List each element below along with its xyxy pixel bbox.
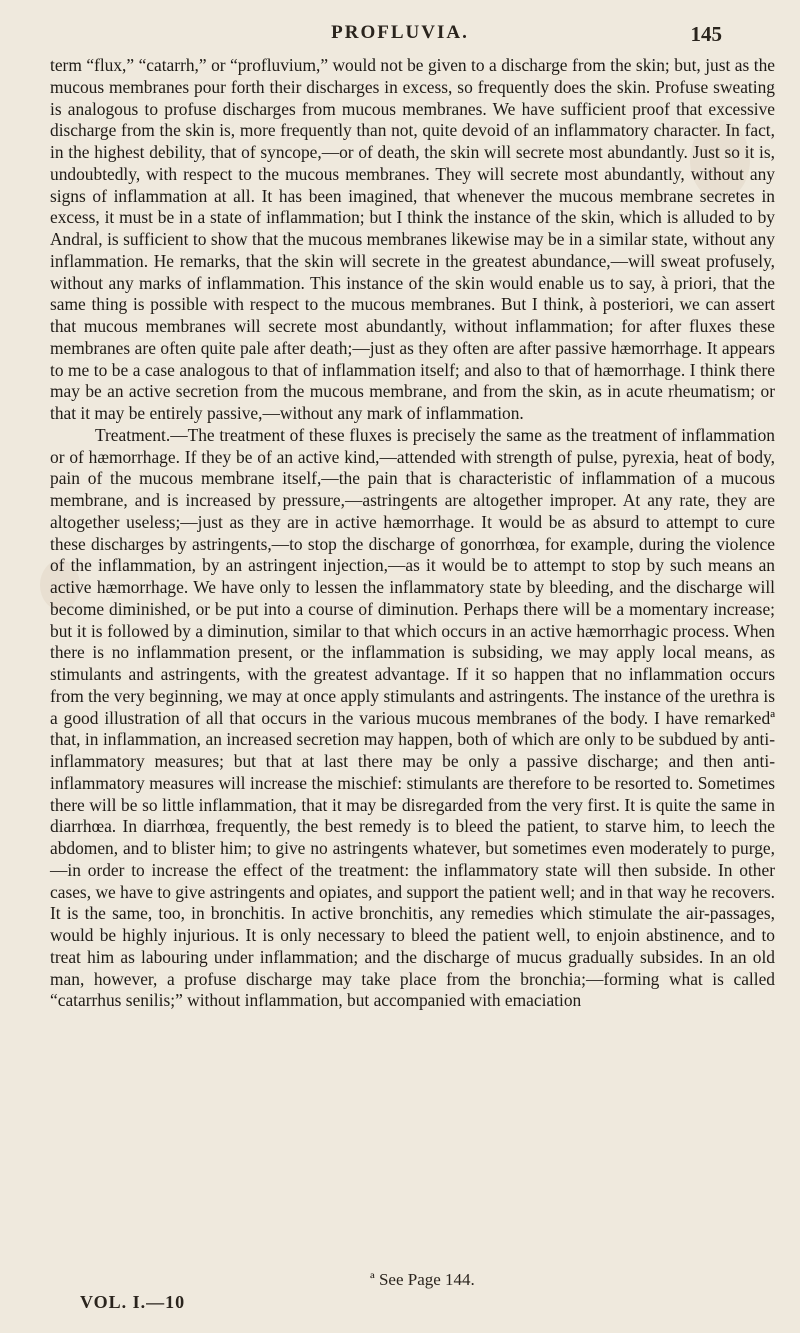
paragraph: Treatment.—The treatment of these fluxes is precisely the same as the treatment of inflammation or of hæmorrhage. If they be of an active kind,—attended with strength of pulse, pyrexia, heat of body, pain of the mucous membrane itself,—the pain that is characteristic of inflammation of a mucous membrane, and is increased by pressure,—astringents are altogether improper. At any rate, they are altogether useless;—just as they are in active hæmorrhage. It would be as absurd to attempt to cure these discharges by astringents,—to stop the discharge of gonorrhœa, for example, during the violence of the inflammation, by an astringent injection,—as it would be to attempt to stop by such means an active hæmorrhage. We have only to lessen the inflammatory state by bleeding, and the discharge will become diminished, or be put into a course of diminution. Perhaps there will be a momentary increase; but it is followed by a diminution, similar to that which occurs in an active hæmorrhagic process. When there is no inflammation present, or the inflammation is subsiding, we may apply local means, as stimulants and astringents, with the greatest advantage. If it so happen that no inflammation occurs from the very beginning, we may at once apply stimulants and astringents. The instance of the urethra is a good illustration of all that occurs in the various mucous membranes of the body. I have remarkedª that, in inflammation, an increased secretion may happen, both of which are only to be subdued by anti-inflammatory measures; but that at last there may be only a passive discharge; and then anti-inflammatory measures will increase the mischief: stimulants are therefore to be resorted to. Sometimes there will be so little inflammation, that it may be disregarded from the very first. It is quite the same in diarrhœa. In diarrhœa, frequently, the best remedy is to bleed the patient, to starve him, to leech the abdomen, and to blister him; to give no astringents whatever, but sometimes even moderately to purge,—in order to increase the effect of the treatment: the inflammatory state will then subside. In other cases, we have to give astringents and opiates, and support the patient well; and in that way he recovers. It is the same, too, in bronchitis. In active bronchitis, any remedies which stimulate the air-passages, would be highly injurious. It is only necessary to bleed the patient well, to enjoin abstinence, and to treat him as labouring under inflammation; and the discharge of mucus gradually subsides. In an old man, however, a profuse discharge may take place from the bronchia;—forming what is called “catarrhus senilis;” without inflammation, but accompanied with emaciation <box>50 424 775 1011</box>
running-title: PROFLUVIA. <box>331 22 469 43</box>
body-text <box>50 55 775 1012</box>
page-header <box>0 22 800 52</box>
paragraph: term “flux,” “catarrh,” or “profluvium,” would not be given to a discharge from the skin; but, just as the mucous membranes pour forth their discharges in excess, so frequently does the skin. Profuse sweating is analogous to profuse discharges from mucous membranes. We have sufficient proof that excessive discharge from the skin is, more frequently than not, quite devoid of an inflammatory character. In fact, in the highest debility, that of syncope,—or of death, the skin will secrete most abundantly. Just so it is, undoubtedly, with respect to the mucous membranes. They will secrete most abundantly, without any signs of inflammation at all. It has been imagined, that whenever the mucous membrane secretes in excess, it must be in a state of inflammation; but I think the instance of the skin, which is alluded to by Andral, is sufficient to show that the mucous membranes likewise may be in a similar state, without any inflammation. He remarks, that the skin will secrete in the greatest abundance,—will sweat profusely, without any marks of inflammation. This instance of the skin would enable us to say, à priori, that the same thing is possible with respect to the mucous membranes. But I think, à posteriori, we can assert that mucous membranes will secrete most abundantly, without inflammation; for after fluxes these membranes are often quite pale after death;—just as they often are after passive hæmorrhage. It appears to me to be a case analogous to that of inflammation itself; and also to that of hæmorrhage. I think there may be an active secretion from the mucous membrane, and from the skin, as in acute rheumatism; or that it may be entirely passive,—without any mark of inflammation. <box>50 55 775 423</box>
volume-signature: VOL. I.—10 <box>80 1292 186 1312</box>
footnote: ª See Page 144. <box>370 1270 475 1289</box>
page-number: 145 <box>690 22 722 46</box>
